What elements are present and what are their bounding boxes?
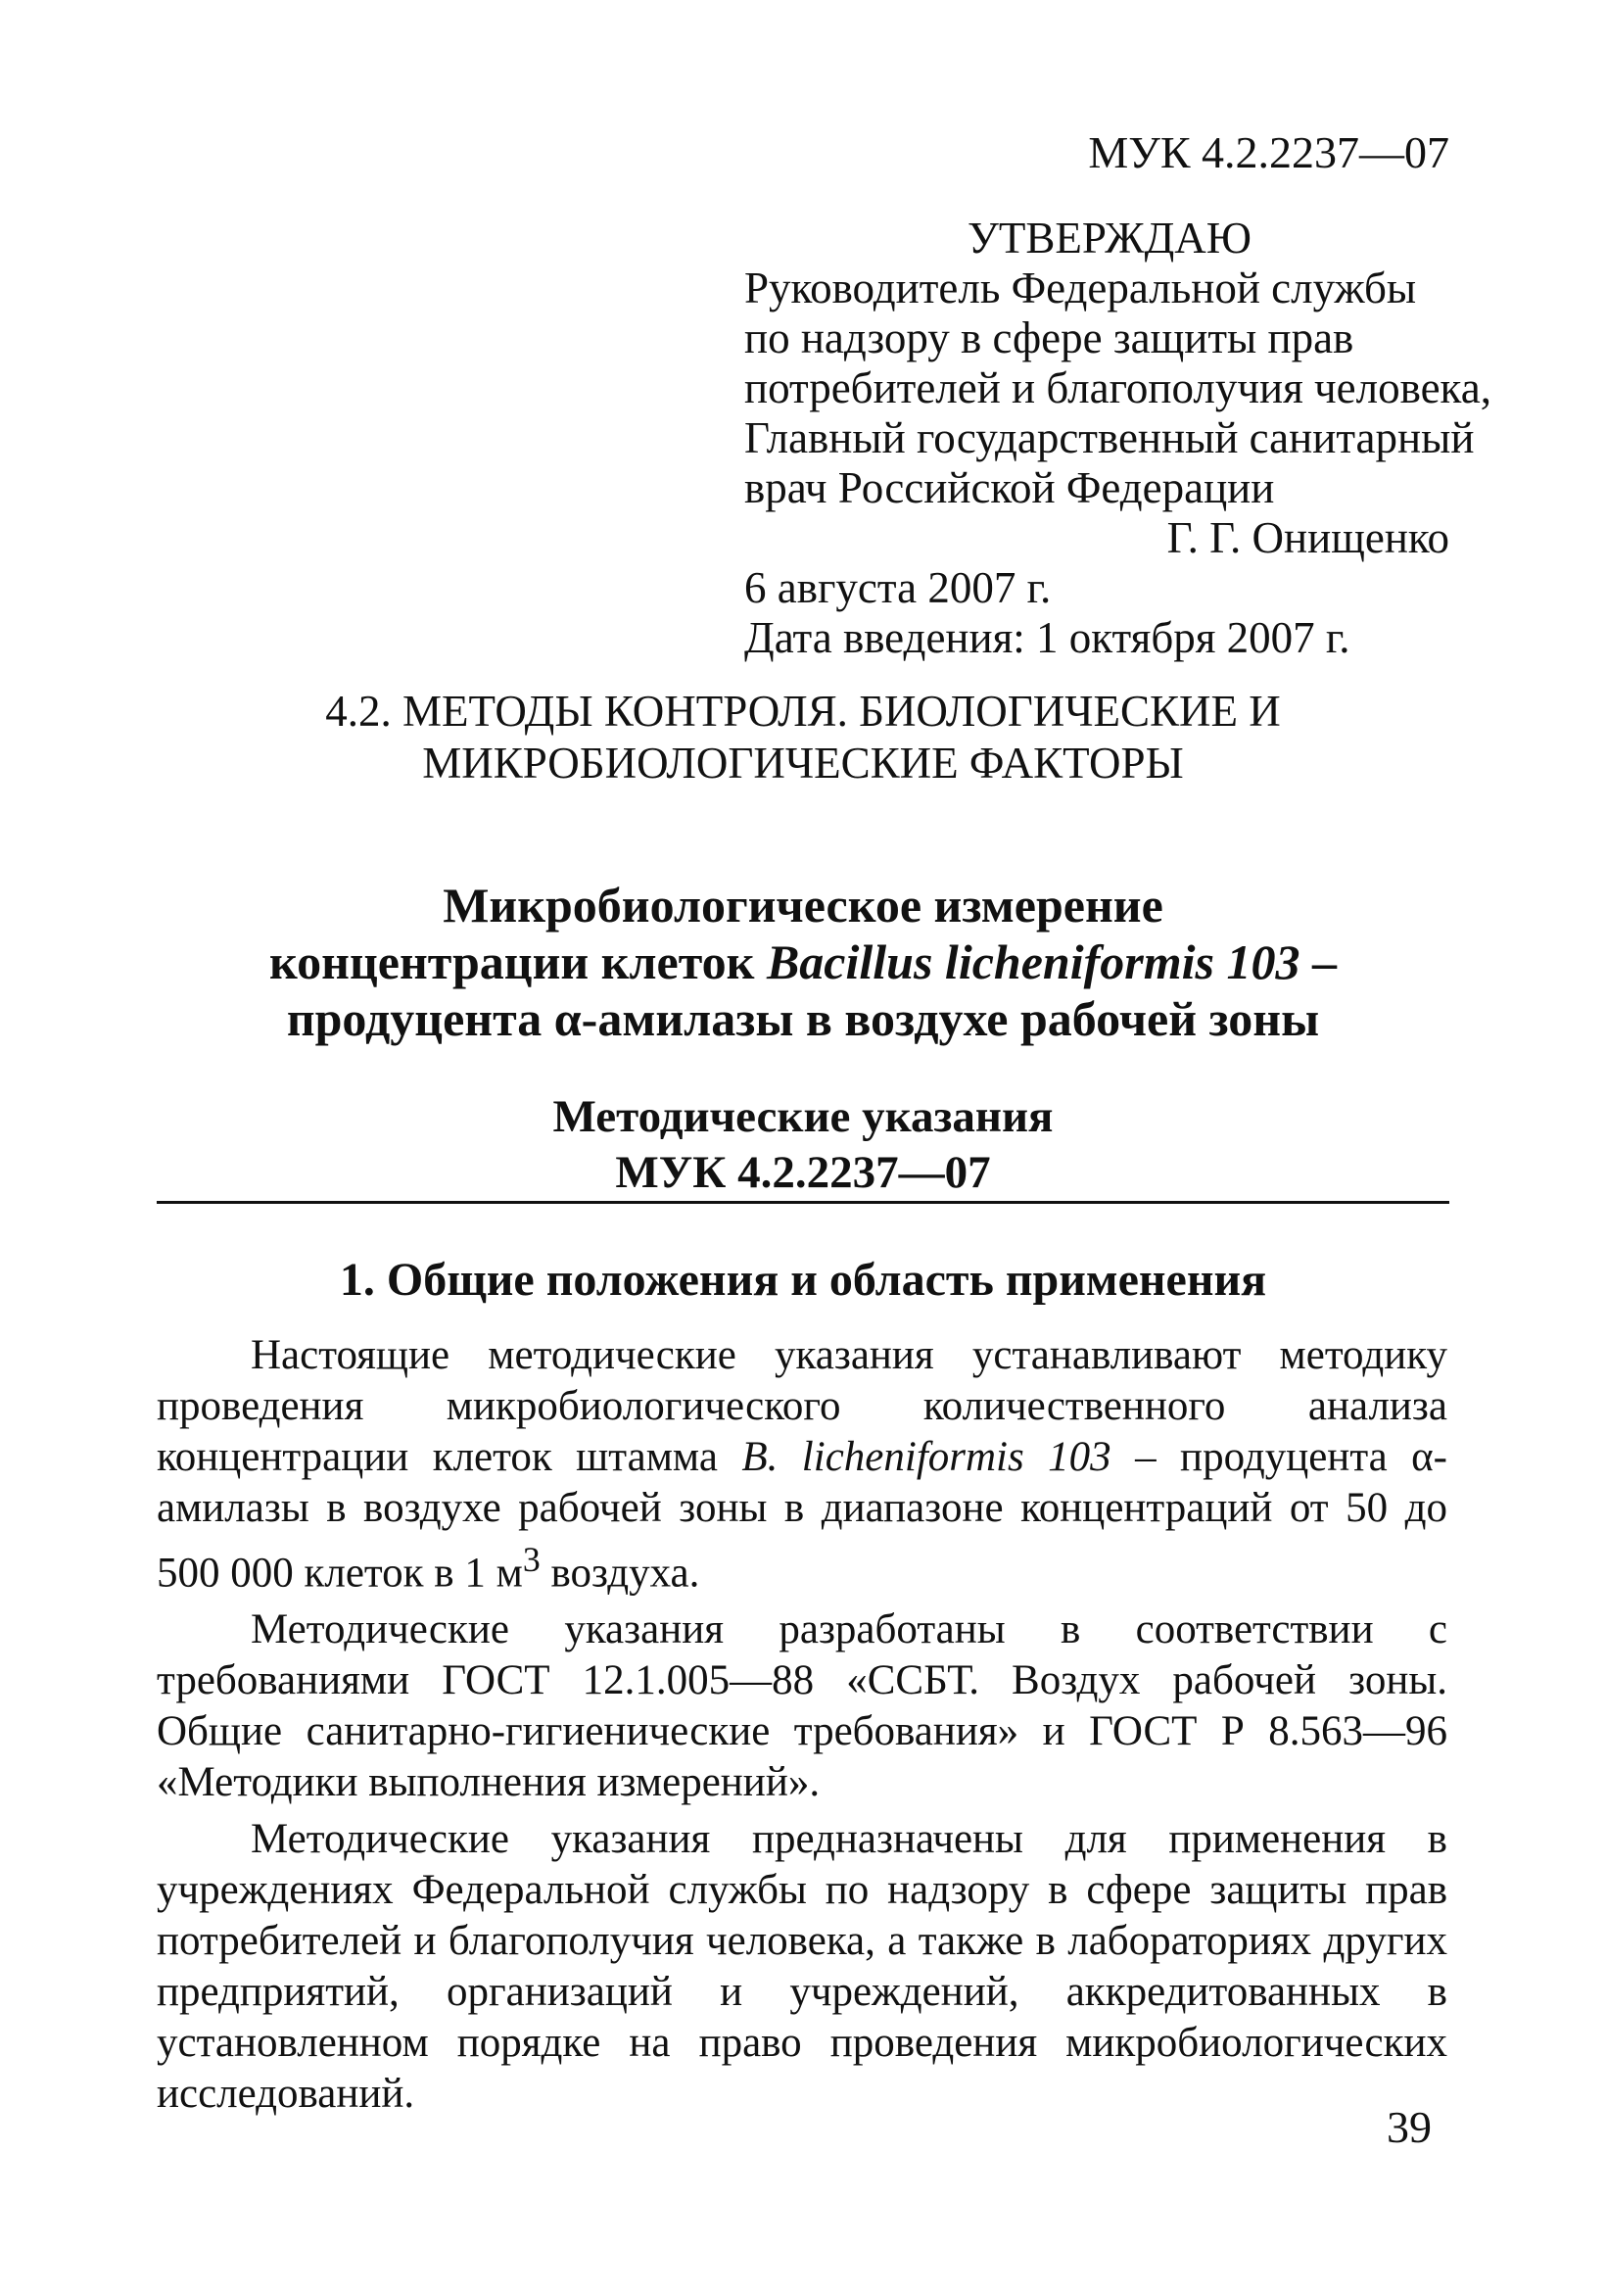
category-line: МИКРОБИОЛОГИЧЕСКИЕ ФАКТОРЫ	[422, 739, 1184, 788]
paragraph-text: воздуха.	[540, 1550, 700, 1597]
document-code-header: МУК 4.2.2237—07	[1088, 127, 1449, 177]
approval-block	[744, 214, 1491, 663]
signer-name: Г. Г. Онищенко	[1166, 513, 1449, 562]
section-heading: 1. Общие положения и область применения	[339, 1254, 1267, 1306]
approval-label: УТВЕРЖДАЮ	[968, 214, 1252, 263]
title-line: Микробиологическое измерение	[443, 878, 1163, 933]
title-latin-name: Bacillus licheniformis 103	[766, 934, 1300, 989]
category-line: 4.2. МЕТОДЫ КОНТРОЛЯ. БИОЛОГИЧЕСКИЕ И	[325, 687, 1281, 736]
approval-position-line: Руководитель Федеральной службы	[744, 263, 1417, 312]
paragraph: Методические указания разработаны в соответствии с требованиями ГОСТ 12.1.005—88 «ССБТ. Воздух рабочей зоны. Общие санитарно-гигиенические требования» и ГОСТ Р 8.563—96 «Методики выполнения измерений».	[157, 1606, 1447, 1806]
page-number: 39	[1387, 2102, 1432, 2152]
subtitle-line: Методические указания	[552, 1091, 1054, 1142]
approval-position-line: Главный государственный санитарный	[744, 413, 1475, 462]
approval-position-line: врач Российской Федерации	[744, 463, 1275, 512]
paragraph: Методические указания предназначены для применения в учреждениях Федеральной службы по надзору в сфере защиты прав потребителей и благополучия человека, а также в лабораториях других предприятий, организаций и учреждений, аккредитованных в установленном порядке на право проведения микробиологических исследований.	[157, 1816, 1447, 2118]
approval-position-line: по надзору в сфере защиты прав	[744, 313, 1354, 362]
paragraph	[157, 1330, 1447, 1599]
horizontal-rule	[157, 1201, 1449, 1204]
title-line	[157, 933, 1449, 990]
section-body	[157, 1330, 1447, 2126]
strain-name: B. licheniformis 103	[741, 1434, 1111, 1480]
superscript: 3	[522, 1540, 541, 1579]
document-title	[157, 877, 1449, 1047]
title-text: концентрации клеток	[269, 934, 767, 989]
effective-date: Дата введения: 1 октября 2007 г.	[744, 613, 1350, 662]
paragraph-text: Настоящие методические указания устанавливают методику проведения микробиологического количественного анализа концентрации клеток штамма	[157, 1332, 1447, 1480]
signed-date: 6 августа 2007 г.	[744, 563, 1052, 612]
title-line: продуцента α-амилазы в воздухе рабочей зоны	[286, 991, 1320, 1046]
document-subtitle	[157, 1089, 1449, 1201]
title-text: –	[1299, 934, 1337, 989]
paragraph-text: – продуцента α-амилазы в воздухе рабочей зоны в диапазоне концентраций от 50 до 500 000 клеток в 1 м	[157, 1434, 1448, 1597]
approval-position-line: потребителей и благополучия человека,	[744, 363, 1491, 412]
subtitle-code: МУК 4.2.2237—07	[615, 1147, 991, 1198]
category-heading	[157, 686, 1449, 789]
